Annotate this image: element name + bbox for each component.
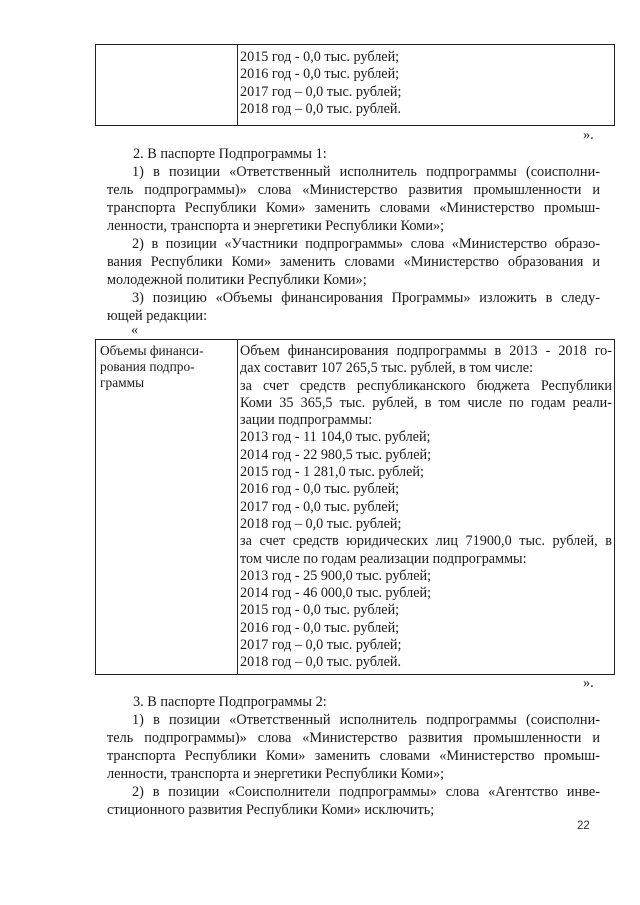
table-line: 2018 год – 0,0 тыс. рублей. <box>240 100 402 117</box>
paragraph-line: 1) в позиции «Ответственный исполнитель подпрограммы (соисполни- <box>132 164 600 180</box>
table-line: дах составит 107 265,5 тыс. рублей, в том числе: <box>240 360 534 377</box>
page-number: 22 <box>577 820 590 832</box>
table-line: 2018 год – 0,0 тыс. рублей. <box>240 654 402 671</box>
table-line: Объем финансирования подпрограммы в 2013 - 2018 го- <box>240 343 612 359</box>
paragraph-line: тель подпрограммы)» слова «Министерство развития промышленности и <box>107 182 600 198</box>
table-label-line: Объемы финанси- <box>100 343 204 358</box>
paragraph-line: ленности, транспорта и энергетики Республики Коми»; <box>107 766 445 782</box>
top-table-right-cell <box>238 45 615 126</box>
table-line: 2017 год - 0,0 тыс. рублей; <box>240 498 400 515</box>
table-line: 2016 год - 0,0 тыс. рублей; <box>240 619 400 636</box>
table-line: 2013 год - 11 104,0 тыс. рублей; <box>240 429 431 446</box>
table-line: 2016 год - 0,0 тыс. рублей; <box>240 66 400 83</box>
paragraph-line: 1) в позиции «Ответственный исполнитель подпрограммы (соисполни- <box>132 712 600 728</box>
section-heading: 2. В паспорте Подпрограммы 1: <box>133 146 327 162</box>
table-line: том числе по годам реализации подпрограммы: <box>240 550 527 567</box>
table-line: 2015 год - 0,0 тыс. рублей; <box>240 602 400 619</box>
opening-quote-mark: « <box>131 322 139 338</box>
paragraph-line: 3) позицию «Объемы финансирования Программы» изложить в следу- <box>132 290 600 306</box>
paragraph-line: транспорта Республики Коми» заменить словами «Министерство промыш- <box>107 748 600 764</box>
table-line: 2016 год - 0,0 тыс. рублей; <box>240 481 400 498</box>
table-line: 2014 год - 46 000,0 тыс. рублей; <box>240 585 432 602</box>
paragraph-line: стиционного развития Республики Коми» исключить; <box>107 802 435 818</box>
table-line: зации подпрограммы: <box>240 412 373 429</box>
table-line: 2018 год – 0,0 тыс. рублей; <box>240 515 402 532</box>
paragraph-line: транспорта Республики Коми» заменить словами «Министерство промыш- <box>107 200 600 216</box>
paragraph-line: молодежной политики Республики Коми»; <box>107 272 367 288</box>
table-line: 2017 год – 0,0 тыс. рублей; <box>240 83 402 100</box>
closing-quote-mark: ». <box>583 127 594 143</box>
table-line: 2014 год - 22 980,5 тыс. рублей; <box>240 446 432 463</box>
table-label-line: граммы <box>100 375 145 391</box>
table-line: 2013 год - 25 900,0 тыс. рублей; <box>240 567 432 584</box>
table-line: за счет средств юридических лиц 71900,0 тыс. рублей, в <box>240 533 612 550</box>
table-line: 2017 год – 0,0 тыс. рублей; <box>240 637 402 654</box>
paragraph-line: 2) в позиции «Соисполнители подпрограммы» слова «Агентство инве- <box>132 784 600 800</box>
top-table <box>95 44 615 126</box>
table-line: за счет средств республиканского бюджета Республики <box>240 377 612 394</box>
table-line: 2015 год - 0,0 тыс. рублей; <box>240 49 400 65</box>
paragraph-line: ленности, транспорта и энергетики Республики Коми»; <box>107 218 445 234</box>
paragraph-line: тель подпрограммы)» слова «Министерство развития промышленности и <box>107 730 600 746</box>
table-label-line: рования подпро- <box>100 359 195 375</box>
financing-table <box>95 339 615 675</box>
table-line: 2015 год - 1 281,0 тыс. рублей; <box>240 464 424 481</box>
financing-table-value-cell <box>238 340 615 675</box>
top-table-left-cell <box>96 45 238 126</box>
financing-table-label-cell <box>96 340 238 675</box>
table-line: Коми 35 365,5 тыс. рублей, в том числе по годам реали- <box>240 394 612 411</box>
closing-quote-mark: ». <box>583 675 594 691</box>
paragraph-line: 2) в позиции «Участники подпрограммы» слова «Министерство образо- <box>132 236 600 252</box>
section-heading: 3. В паспорте Подпрограммы 2: <box>133 694 327 710</box>
paragraph-line: вания Республики Коми» заменить словами «Министерство образования и <box>107 254 600 270</box>
paragraph-line: ющей редакции: <box>107 308 208 324</box>
